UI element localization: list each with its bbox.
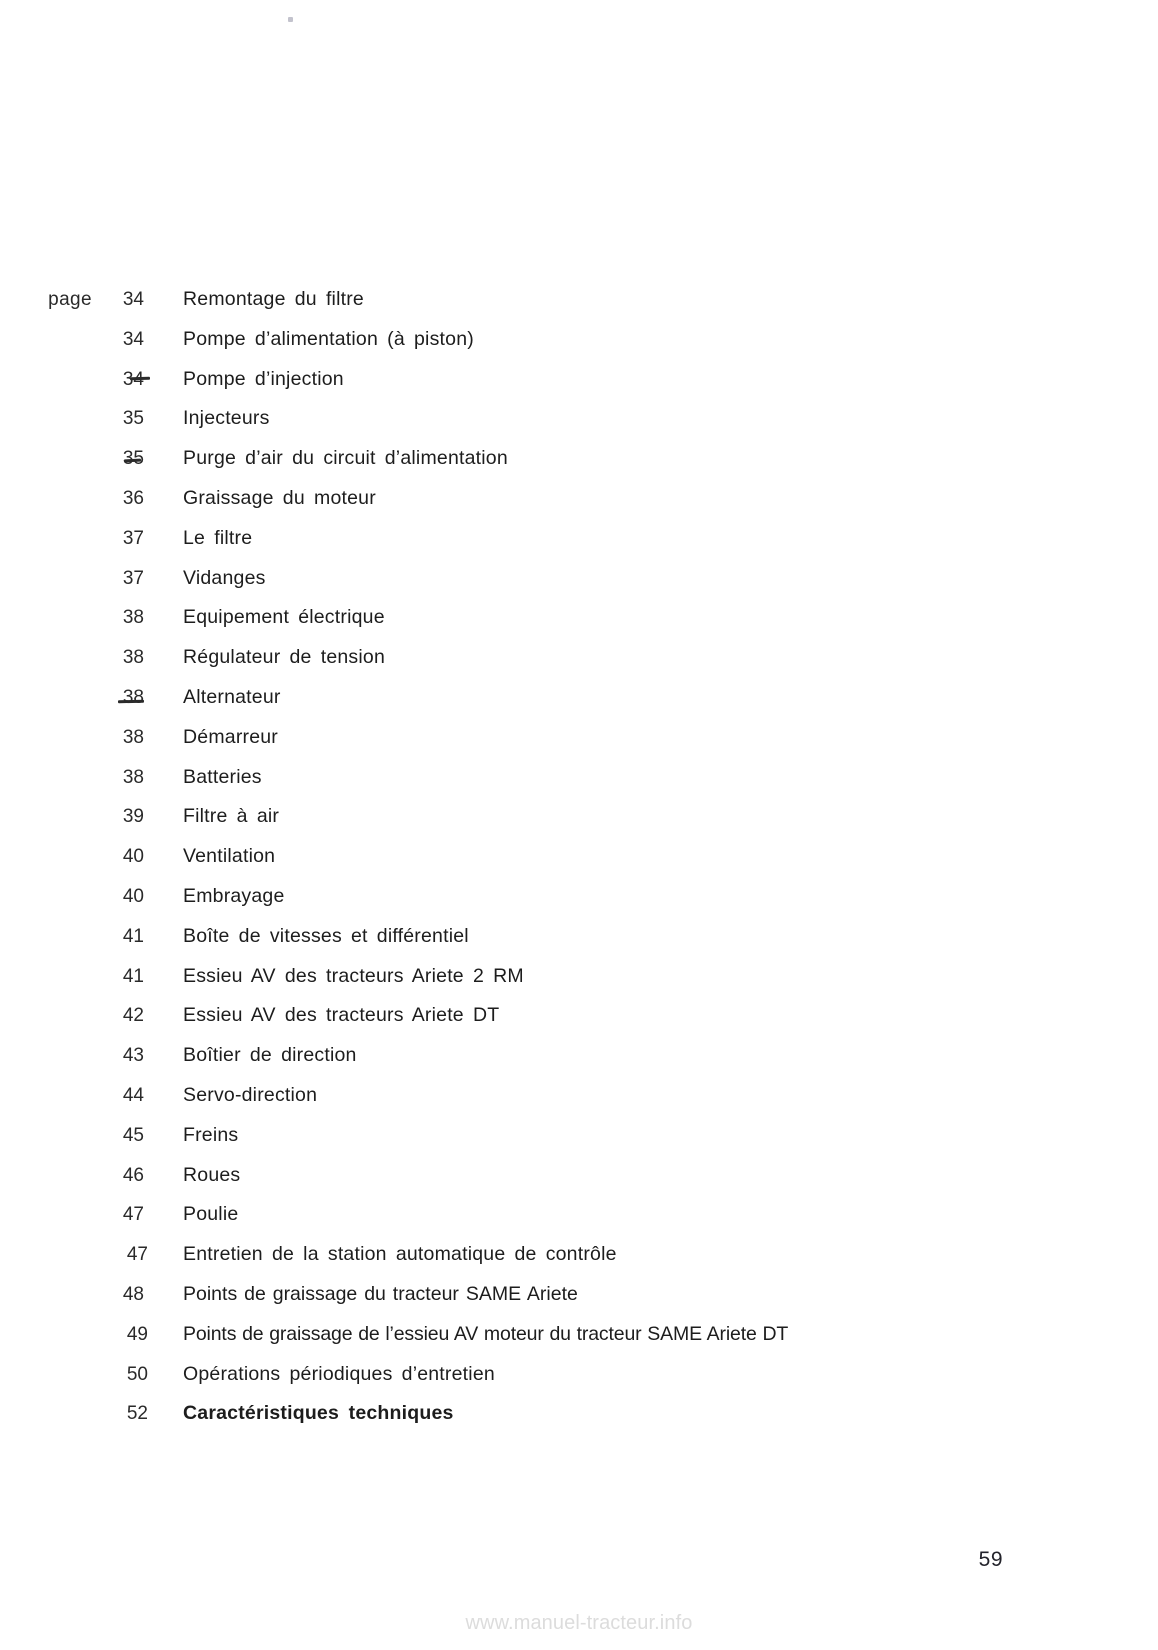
toc-entry-page-number: 48 bbox=[122, 1283, 144, 1305]
toc-entry[interactable] bbox=[0, 328, 1158, 368]
toc-entry-page-number: 38 bbox=[122, 647, 144, 669]
toc-entry[interactable] bbox=[0, 527, 1158, 567]
toc-entry-page-number: 45 bbox=[122, 1124, 144, 1146]
toc-entry-title: Ventilation bbox=[183, 845, 276, 868]
toc-entry-title: Pompe d’alimentation (à piston) bbox=[183, 327, 474, 350]
toc-entry-title: Remontage du filtre bbox=[183, 288, 364, 310]
toc-entry-title: Graissage du moteur bbox=[183, 486, 376, 509]
toc-entry-page-number: 38 bbox=[122, 726, 144, 748]
toc-entry[interactable] bbox=[0, 1004, 1158, 1044]
toc-entry-page-number: 44 bbox=[122, 1084, 144, 1106]
toc-entry-title: Régulateur de tension bbox=[183, 646, 386, 669]
toc-entry-title: Le filtre bbox=[183, 526, 253, 549]
toc-entry-page-number: 34 bbox=[122, 368, 144, 390]
toc-entry[interactable] bbox=[0, 606, 1158, 646]
toc-entry[interactable] bbox=[0, 487, 1158, 527]
toc-entry-page-number: 41 bbox=[122, 925, 144, 947]
toc-entry[interactable] bbox=[0, 1323, 1158, 1363]
toc-entry-page-number: 47 bbox=[126, 1244, 148, 1266]
page-number: 59 bbox=[978, 1548, 1003, 1571]
toc-entry[interactable] bbox=[0, 646, 1158, 686]
toc-entry-page-number: 36 bbox=[122, 487, 144, 509]
toc-entry-title: Equipement électrique bbox=[183, 606, 385, 629]
toc-entry-prefix: page bbox=[48, 289, 92, 310]
toc-entry-title: Servo-direction bbox=[183, 1083, 318, 1106]
toc-entry-title: Roues bbox=[183, 1163, 241, 1186]
toc-entry-title: Batteries bbox=[183, 765, 262, 788]
toc-entry[interactable] bbox=[0, 925, 1158, 965]
toc-entry-title: Freins bbox=[183, 1123, 239, 1146]
toc-entry-title: Embrayage bbox=[183, 884, 285, 907]
toc-entry-page-number: 37 bbox=[122, 527, 144, 549]
toc-entry-title: Démarreur bbox=[183, 725, 278, 748]
toc-entry[interactable] bbox=[0, 845, 1158, 885]
toc-entry-page-number: 47 bbox=[122, 1204, 144, 1226]
toc-entry[interactable] bbox=[0, 726, 1158, 766]
toc-entry-page-number: 50 bbox=[126, 1363, 148, 1385]
toc-entry-title: Purge d’air du circuit d’alimentation bbox=[183, 447, 508, 470]
scan-speck-icon bbox=[288, 17, 293, 22]
toc-entry-title: Alternateur bbox=[183, 685, 281, 708]
toc-entry-page-number: 35 bbox=[122, 408, 144, 430]
toc-entry-title: Essieu AV des tracteurs Ariete DT bbox=[183, 1004, 500, 1027]
toc-entry-page-number: 41 bbox=[122, 965, 144, 987]
toc-entry-page-number: 40 bbox=[122, 885, 144, 907]
toc-entry[interactable] bbox=[0, 1084, 1158, 1124]
toc-entry[interactable] bbox=[0, 805, 1158, 845]
toc-entry[interactable] bbox=[0, 1363, 1158, 1403]
toc-entry[interactable] bbox=[0, 1243, 1158, 1283]
toc-entry-page-number: 40 bbox=[122, 846, 144, 868]
toc-entry-title: Poulie bbox=[183, 1203, 239, 1226]
toc-entry-title: Filtre à air bbox=[183, 805, 280, 828]
toc-entry[interactable] bbox=[0, 1124, 1158, 1164]
toc-entry[interactable] bbox=[0, 368, 1158, 408]
toc-entry-page-number: 52 bbox=[126, 1403, 148, 1425]
toc-entry[interactable] bbox=[0, 1402, 1158, 1442]
toc-entry[interactable] bbox=[0, 885, 1158, 925]
toc-entry-page-number: 34 bbox=[122, 328, 144, 350]
toc-entry-title: Points de graissage du tracteur SAME Ariete bbox=[183, 1282, 578, 1305]
toc-entry-page-number: 39 bbox=[122, 806, 144, 828]
toc-entry-title: Essieu AV des tracteurs Ariete 2 RM bbox=[183, 964, 524, 987]
toc-entry-page-number: 46 bbox=[122, 1164, 144, 1186]
toc-entry[interactable] bbox=[0, 965, 1158, 1005]
toc-entry-page-number: 49 bbox=[126, 1323, 148, 1345]
toc-entry[interactable] bbox=[0, 766, 1158, 806]
toc-entry[interactable] bbox=[0, 1283, 1158, 1323]
toc-entry[interactable] bbox=[0, 288, 1158, 328]
table-of-contents bbox=[0, 288, 1158, 1442]
toc-entry-title: Boîtier de direction bbox=[183, 1044, 357, 1067]
toc-entry-title: Boîte de vitesses et différentiel bbox=[183, 924, 469, 947]
toc-entry-page-number: 43 bbox=[122, 1045, 144, 1067]
toc-entry-title: Points de graissage de l’essieu AV moteur du tracteur SAME Ariete DT bbox=[183, 1322, 789, 1345]
site-watermark: www.manuel-tracteur.info bbox=[465, 1612, 693, 1634]
toc-entry[interactable] bbox=[0, 567, 1158, 607]
toc-entry-page-number: 34 bbox=[122, 289, 144, 310]
toc-entry-title: Pompe d’injection bbox=[183, 367, 344, 390]
toc-entry[interactable] bbox=[0, 686, 1158, 726]
toc-entry-title: Entretien de la station automatique de contrôle bbox=[183, 1243, 617, 1266]
toc-entry[interactable] bbox=[0, 447, 1158, 487]
toc-entry-page-number: 38 bbox=[122, 686, 144, 708]
toc-entry-page-number: 42 bbox=[122, 1005, 144, 1027]
toc-entry-page-number: 35 bbox=[122, 448, 144, 470]
toc-entry-title: Caractéristiques techniques bbox=[183, 1402, 454, 1425]
toc-entry-title: Opérations périodiques d’entretien bbox=[183, 1362, 495, 1385]
toc-entry[interactable] bbox=[0, 407, 1158, 447]
toc-entry-page-number: 38 bbox=[122, 607, 144, 629]
toc-entry-page-number: 37 bbox=[122, 567, 144, 589]
toc-entry[interactable] bbox=[0, 1044, 1158, 1084]
toc-entry-page-number: 38 bbox=[122, 766, 144, 788]
toc-entry[interactable] bbox=[0, 1203, 1158, 1243]
toc-entry[interactable] bbox=[0, 1164, 1158, 1204]
toc-entry-title: Vidanges bbox=[183, 566, 266, 589]
toc-entry-title: Injecteurs bbox=[183, 407, 270, 430]
